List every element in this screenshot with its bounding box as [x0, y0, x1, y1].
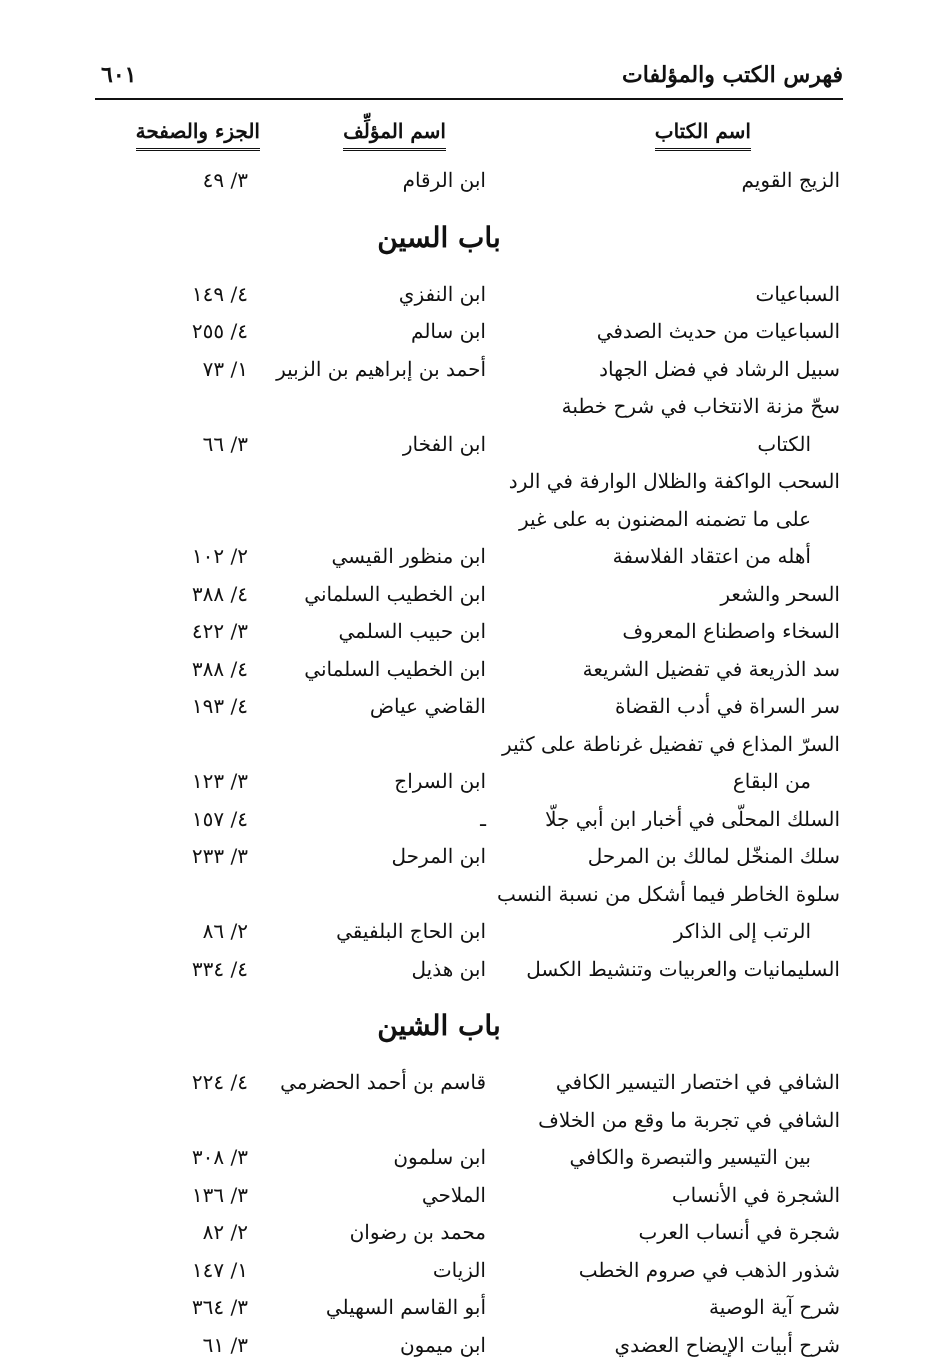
book-title: سبيل الرشاد في فضل الجهاد [599, 356, 840, 381]
book-title: سلوة الخاطر فيما أشكل من نسبة النسب [497, 881, 840, 906]
author-name: ابن المرحل [391, 844, 486, 868]
author-name: ابن حبيب السلمي [338, 619, 486, 643]
column-header-book: اسم الكتاب [655, 118, 751, 151]
author-name: ابن الفخار [402, 431, 486, 456]
volume-page-ref: ٣/ ١٣٦ [191, 1182, 248, 1207]
author-name: أحمد بن إبراهيم بن الزبير [276, 356, 486, 381]
volume-page-ref: ١/ ١٤٧ [191, 1257, 248, 1282]
running-head [95, 60, 843, 94]
volume-page-ref: ٢/ ٨٢ [202, 1220, 248, 1244]
index-entry-continuation [95, 538, 843, 576]
volume-page-ref: ٣/ ٣٠٨ [191, 1145, 248, 1169]
page-number: ٦٠١ [101, 62, 137, 88]
volume-page-ref: ٣/ ٤٢٢ [191, 619, 248, 643]
book-title: على ما تضمنه المضنون به على غير [518, 506, 811, 531]
author-name: محمد بن رضوان [349, 1220, 486, 1244]
author-name: ابن الرقام [402, 168, 486, 192]
book-title: الشافي في اختصار التيسير الكافي [555, 1070, 840, 1094]
section-heading-row [95, 988, 843, 1064]
column-header-author: اسم المؤلِّف [343, 118, 446, 151]
author-name: قاسم بن أحمد الحضرمي [280, 1070, 486, 1094]
index-entry [95, 313, 843, 351]
index-entry [95, 951, 843, 989]
volume-page-ref: ٤/ ١٤٩ [191, 281, 248, 306]
book-title: السلك المحلّى في أخبار ابن أبي جلّا [545, 806, 840, 831]
volume-page-ref: ٣/ ٦١ [202, 1332, 248, 1357]
index-entry [95, 1177, 843, 1215]
index-entry [95, 276, 843, 314]
book-title: الشافي في تجربة ما وقع من الخلاف [538, 1107, 840, 1132]
index-entry [95, 838, 843, 876]
index-entry [95, 1102, 843, 1140]
index-entry-continuation [95, 501, 843, 539]
book-title: بين التيسير والتبصرة والكافي [569, 1145, 811, 1169]
book-title: السرّ المذاع في تفضيل غرناطة على كثير [502, 731, 840, 756]
volume-page-ref: ٤/ ٢٥٥ [191, 319, 248, 343]
author-name: ابن الخطيب السلماني [304, 656, 486, 681]
author-name: ابن الحاج البلفيقي [336, 919, 486, 943]
author-name: القاضي عياض [369, 694, 486, 718]
book-title: السليمانيات والعربيات وتنشيط الكسل [526, 956, 840, 981]
index-entry [95, 351, 843, 389]
index-entry [95, 613, 843, 651]
author-name: ابن ميمون [399, 1332, 486, 1357]
index-entry [95, 1327, 843, 1365]
author-name: ابن منظور القيسي [331, 544, 486, 568]
book-title: السباعيات [755, 281, 840, 306]
book-title: السباعيات من حديث الصدفي [596, 319, 840, 343]
author-name: ابن سالم [411, 319, 486, 343]
volume-page-ref: ٢/ ٨٦ [202, 919, 248, 943]
book-title: السخاء واصطناع المعروف [622, 619, 840, 643]
index-entry [95, 876, 843, 914]
volume-page-ref: ٣/ ٣٦٤ [191, 1295, 248, 1319]
index-entry [95, 162, 843, 200]
index-entry-continuation [95, 913, 843, 951]
column-headers [95, 112, 843, 162]
volume-page-ref: ٢/ ١٠٢ [191, 544, 248, 568]
index-entry [95, 1289, 843, 1327]
author-name: ابن النفزي [398, 281, 486, 306]
author-name: ابن الخطيب السلماني [304, 581, 486, 606]
book-title: شذور الذهب في صروم الخطب [578, 1257, 840, 1282]
section-title: باب السين [377, 220, 501, 254]
book-title: الشجرة في الأنساب [671, 1182, 840, 1207]
author-name: ابن سلمون [393, 1145, 486, 1169]
book-title: أهله من اعتقاد الفلاسفة [612, 544, 811, 568]
index-entry [95, 801, 843, 839]
index-entry-continuation [95, 1139, 843, 1177]
author-name: ابن هذيل [411, 956, 486, 981]
index-entry [95, 1214, 843, 1252]
index-entry-continuation [95, 763, 843, 801]
volume-page-ref: ٣/ ١٢٣ [191, 769, 248, 793]
index-entry [95, 463, 843, 501]
volume-page-ref: ٤/ ٢٢٤ [191, 1070, 248, 1094]
volume-page-ref: ١/ ٧٣ [202, 356, 248, 381]
section-title: باب الشين [377, 1009, 501, 1042]
index-entry [95, 688, 843, 726]
book-title: سحّ مزنة الانتخاب في شرح خطبة [561, 394, 840, 418]
index-entry [95, 651, 843, 689]
running-title: فهرس الكتب والمؤلفات [622, 62, 843, 88]
column-header-volume-page: الجزء والصفحة [136, 118, 260, 151]
volume-page-ref: ٤/ ٣٨٨ [191, 581, 248, 606]
book-title: الكتاب [757, 431, 811, 456]
index-entry [95, 576, 843, 614]
book-title: السحب الواكفة والظلال الوارفة في الرد [508, 469, 840, 493]
index-entry-continuation [95, 426, 843, 464]
author-name: ابن السراج [394, 769, 486, 793]
index-entry [95, 388, 843, 426]
volume-page-ref: ٣/ ٦٦ [202, 431, 248, 456]
header-rule [95, 98, 843, 100]
author-name: الزيات [432, 1257, 486, 1282]
author-name: الملاحي [421, 1182, 486, 1207]
book-title: الزيج القويم [741, 168, 840, 192]
volume-page-ref: ٣/ ٤٩ [202, 168, 248, 192]
author-name: ـ [480, 806, 486, 831]
book-title: من البقاع [732, 769, 811, 793]
index-entries [95, 162, 843, 1364]
book-title: سد الذريعة في تفضيل الشريعة [582, 656, 840, 681]
index-entry [95, 726, 843, 764]
volume-page-ref: ٤/ ١٥٧ [191, 806, 248, 831]
book-title: شرح أبيات الإيضاح العضدي [614, 1332, 840, 1357]
book-title: الرتب إلى الذاكر [673, 919, 811, 943]
book-title: سر السراة في أدب القضاة [615, 694, 840, 718]
book-title: شرح آية الوصية [709, 1295, 840, 1319]
volume-page-ref: ٤/ ٣٨٨ [191, 656, 248, 681]
index-entry [95, 1252, 843, 1290]
volume-page-ref: ٣/ ٢٣٣ [191, 844, 248, 868]
author-name: أبو القاسم السهيلي [325, 1295, 486, 1319]
book-title: سلك المنخّل لمالك بن المرحل [587, 844, 840, 868]
volume-page-ref: ٤/ ٣٣٤ [191, 956, 248, 981]
book-title: شجرة في أنساب العرب [638, 1220, 840, 1244]
book-title: السحر والشعر [720, 581, 840, 606]
section-heading-row [95, 200, 843, 276]
index-entry [95, 1064, 843, 1102]
volume-page-ref: ٤/ ١٩٣ [191, 694, 248, 718]
